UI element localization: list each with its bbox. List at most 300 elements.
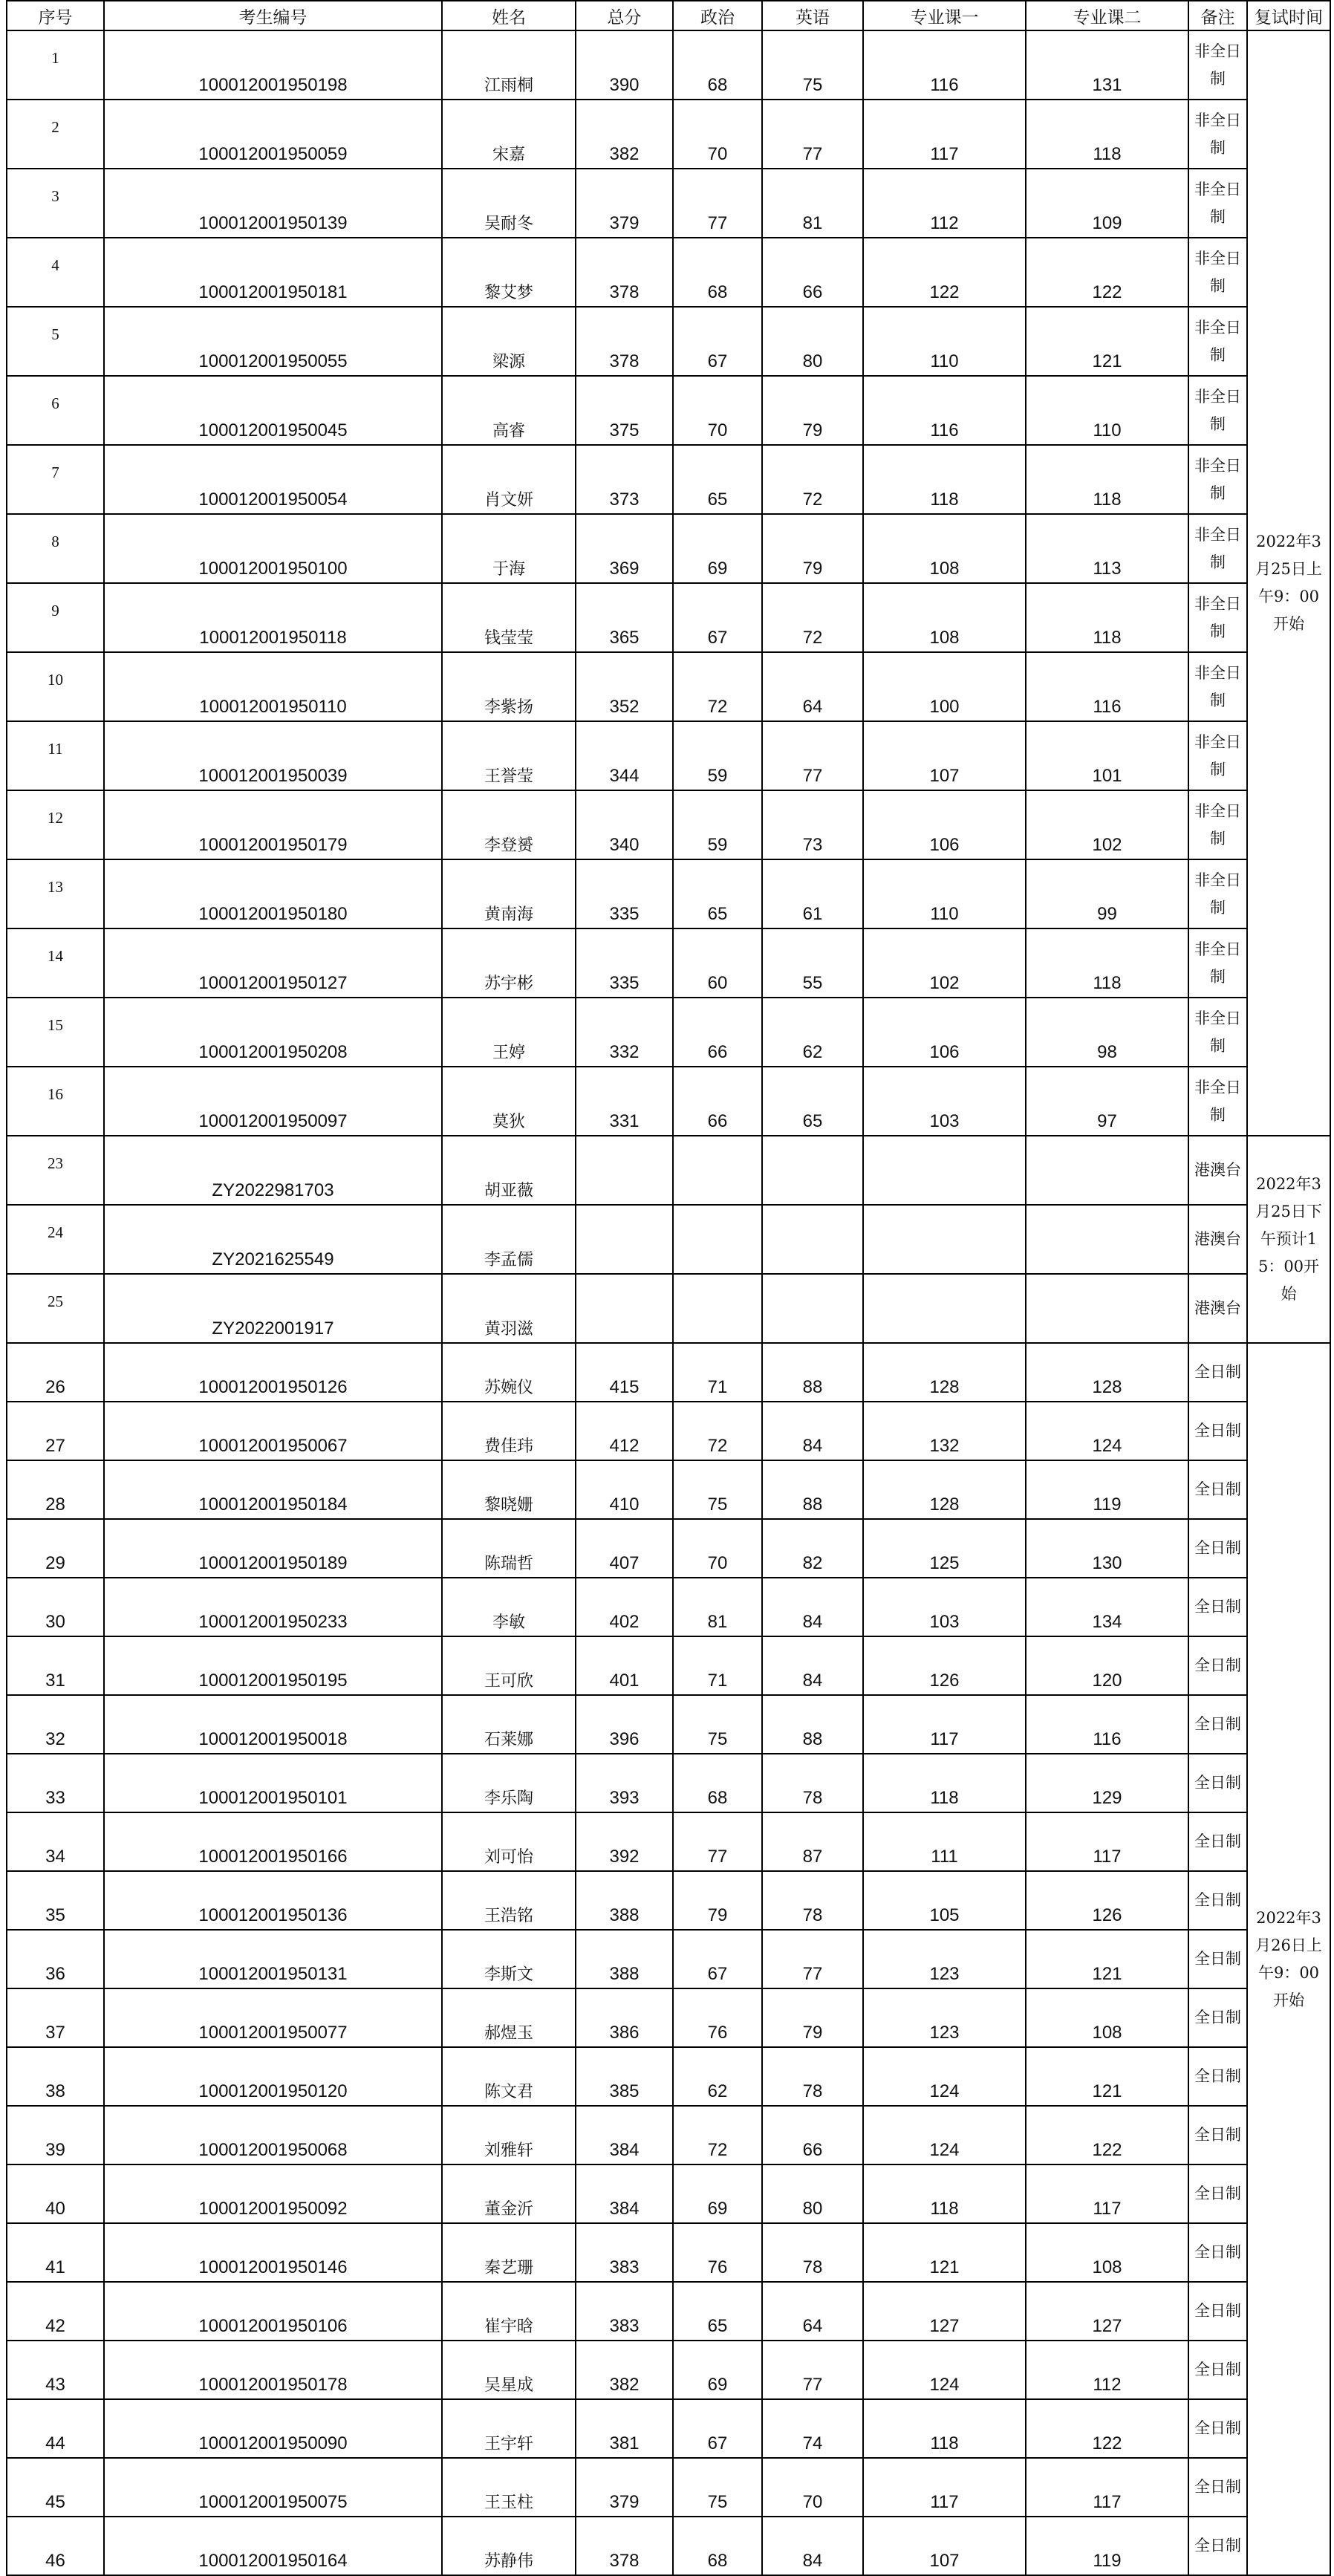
candidate-id-cell: 100012001950045 [104, 376, 442, 445]
table-row [7, 1695, 1330, 1754]
total-cell: 335 [576, 859, 673, 928]
total-cell: 373 [576, 445, 673, 514]
english-cell: 77 [762, 1930, 863, 1988]
seq-cell: 3 [7, 169, 104, 238]
seq-cell: 43 [7, 2341, 104, 2399]
seq-cell: 14 [7, 928, 104, 998]
english-cell [762, 1274, 863, 1343]
header-total: 总分 [576, 1, 673, 30]
note-cell: 非全日制 [1188, 583, 1247, 652]
total-cell: 352 [576, 652, 673, 721]
total-cell: 378 [576, 2517, 673, 2575]
major-1-cell: 118 [863, 2399, 1026, 2458]
name-cell: 费佳玮 [442, 1402, 576, 1460]
english-cell: 79 [762, 1988, 863, 2047]
table-row [7, 376, 1330, 445]
seq-cell: 39 [7, 2106, 104, 2164]
english-cell: 70 [762, 2458, 863, 2517]
table-row [7, 652, 1330, 721]
name-cell: 苏宇彬 [442, 928, 576, 998]
total-cell: 379 [576, 169, 673, 238]
english-cell: 87 [762, 1812, 863, 1871]
table-row [7, 1754, 1330, 1812]
table-row [7, 998, 1330, 1067]
total-cell: 396 [576, 1695, 673, 1754]
candidate-id-cell: 100012001950146 [104, 2223, 442, 2282]
total-cell: 401 [576, 1636, 673, 1695]
note-cell: 非全日制 [1188, 652, 1247, 721]
politics-cell: 65 [673, 859, 762, 928]
seq-cell: 25 [7, 1274, 104, 1343]
english-cell: 88 [762, 1695, 863, 1754]
english-cell: 88 [762, 1343, 863, 1402]
name-cell: 于海 [442, 514, 576, 583]
note-cell: 非全日制 [1188, 1067, 1247, 1136]
note-cell: 非全日制 [1188, 30, 1247, 100]
name-cell: 王婷 [442, 998, 576, 1067]
major-2-cell: 99 [1026, 859, 1188, 928]
seq-cell: 5 [7, 307, 104, 376]
interview-schedule-table [6, 0, 1331, 2576]
seq-cell: 44 [7, 2399, 104, 2458]
candidate-id-cell: ZY2022981703 [104, 1136, 442, 1205]
candidate-id-cell: 100012001950131 [104, 1930, 442, 1988]
note-cell: 港澳台 [1188, 1136, 1247, 1205]
total-cell [576, 1274, 673, 1343]
seq-cell: 30 [7, 1578, 104, 1636]
major-1-cell: 124 [863, 2047, 1026, 2106]
table-row [7, 928, 1330, 998]
major-1-cell: 118 [863, 2164, 1026, 2223]
candidate-id-cell: 100012001950077 [104, 1988, 442, 2047]
name-cell: 李孟儒 [442, 1205, 576, 1274]
name-cell: 黎艾梦 [442, 238, 576, 307]
english-cell: 84 [762, 2517, 863, 2575]
table-row [7, 2341, 1330, 2399]
politics-cell: 69 [673, 2341, 762, 2399]
name-cell: 黎晓姗 [442, 1460, 576, 1519]
name-cell: 陈文君 [442, 2047, 576, 2106]
total-cell: 332 [576, 998, 673, 1067]
candidate-id-cell: 100012001950136 [104, 1871, 442, 1930]
note-cell: 全日制 [1188, 1930, 1247, 1988]
major-1-cell: 107 [863, 721, 1026, 790]
table-row [7, 1067, 1330, 1136]
name-cell: 梁源 [442, 307, 576, 376]
english-cell: 55 [762, 928, 863, 998]
seq-cell: 40 [7, 2164, 104, 2223]
candidate-id-cell: 100012001950195 [104, 1636, 442, 1695]
major-2-cell: 118 [1026, 583, 1188, 652]
name-cell: 吴耐冬 [442, 169, 576, 238]
major-2-cell: 122 [1026, 2399, 1188, 2458]
major-2-cell: 101 [1026, 721, 1188, 790]
note-cell: 全日制 [1188, 1343, 1247, 1402]
major-2-cell: 120 [1026, 1636, 1188, 1695]
major-2-cell: 134 [1026, 1578, 1188, 1636]
seq-cell: 28 [7, 1460, 104, 1519]
politics-cell: 72 [673, 652, 762, 721]
candidate-id-cell: 100012001950059 [104, 100, 442, 169]
total-cell: 378 [576, 307, 673, 376]
major-1-cell: 112 [863, 169, 1026, 238]
english-cell: 84 [762, 1578, 863, 1636]
header-interview-time: 复试时间 [1247, 1, 1330, 30]
name-cell: 李紫扬 [442, 652, 576, 721]
note-cell: 全日制 [1188, 1636, 1247, 1695]
name-cell: 钱莹莹 [442, 583, 576, 652]
total-cell: 415 [576, 1343, 673, 1402]
major-2-cell: 127 [1026, 2282, 1188, 2341]
politics-cell: 77 [673, 169, 762, 238]
major-1-cell: 108 [863, 514, 1026, 583]
major-2-cell: 119 [1026, 1460, 1188, 1519]
major-1-cell: 122 [863, 238, 1026, 307]
major-2-cell: 118 [1026, 100, 1188, 169]
english-cell: 84 [762, 1402, 863, 1460]
major-1-cell: 102 [863, 928, 1026, 998]
note-cell: 非全日制 [1188, 100, 1247, 169]
total-cell: 331 [576, 1067, 673, 1136]
interview-time-cell: 2022年3月26日上午9：00开始 [1247, 1343, 1330, 2575]
candidate-id-cell: 100012001950127 [104, 928, 442, 998]
table-row [7, 790, 1330, 859]
total-cell: 384 [576, 2164, 673, 2223]
politics-cell: 68 [673, 1754, 762, 1812]
total-cell: 388 [576, 1930, 673, 1988]
seq-cell: 6 [7, 376, 104, 445]
candidate-id-cell: 100012001950178 [104, 2341, 442, 2399]
table-row [7, 1636, 1330, 1695]
note-cell: 非全日制 [1188, 790, 1247, 859]
candidate-id-cell: 100012001950101 [104, 1754, 442, 1812]
seq-cell: 27 [7, 1402, 104, 1460]
major-2-cell: 117 [1026, 1812, 1188, 1871]
major-1-cell: 106 [863, 998, 1026, 1067]
table-row [7, 1812, 1330, 1871]
note-cell: 非全日制 [1188, 376, 1247, 445]
seq-cell: 9 [7, 583, 104, 652]
header-seq: 序号 [7, 1, 104, 30]
major-2-cell: 131 [1026, 30, 1188, 100]
total-cell: 390 [576, 30, 673, 100]
major-1-cell [863, 1136, 1026, 1205]
table-row [7, 859, 1330, 928]
politics-cell: 72 [673, 1402, 762, 1460]
seq-cell: 8 [7, 514, 104, 583]
politics-cell: 70 [673, 100, 762, 169]
politics-cell: 76 [673, 1988, 762, 2047]
seq-cell: 26 [7, 1343, 104, 1402]
seq-cell: 11 [7, 721, 104, 790]
candidate-id-cell: 100012001950054 [104, 445, 442, 514]
note-cell: 全日制 [1188, 1695, 1247, 1754]
english-cell: 77 [762, 100, 863, 169]
seq-cell: 10 [7, 652, 104, 721]
candidate-id-cell: 100012001950100 [104, 514, 442, 583]
major-2-cell: 108 [1026, 2223, 1188, 2282]
politics-cell: 68 [673, 30, 762, 100]
english-cell: 72 [762, 445, 863, 514]
politics-cell: 75 [673, 1460, 762, 1519]
total-cell: 385 [576, 2047, 673, 2106]
english-cell: 78 [762, 1871, 863, 1930]
table-row [7, 514, 1330, 583]
name-cell: 黄羽滋 [442, 1274, 576, 1343]
candidate-id-cell: 100012001950018 [104, 1695, 442, 1754]
note-cell: 全日制 [1188, 1578, 1247, 1636]
major-2-cell: 121 [1026, 307, 1188, 376]
english-cell: 77 [762, 2341, 863, 2399]
seq-cell: 23 [7, 1136, 104, 1205]
note-cell: 全日制 [1188, 1754, 1247, 1812]
major-2-cell: 130 [1026, 1519, 1188, 1578]
seq-cell: 41 [7, 2223, 104, 2282]
politics-cell: 72 [673, 2106, 762, 2164]
seq-cell: 2 [7, 100, 104, 169]
table-row [7, 1205, 1330, 1274]
major-2-cell: 128 [1026, 1343, 1188, 1402]
english-cell: 62 [762, 998, 863, 1067]
table-row [7, 2399, 1330, 2458]
seq-cell: 32 [7, 1695, 104, 1754]
major-2-cell: 121 [1026, 1930, 1188, 1988]
header-english: 英语 [762, 1, 863, 30]
total-cell: 407 [576, 1519, 673, 1578]
major-1-cell: 117 [863, 100, 1026, 169]
english-cell: 77 [762, 721, 863, 790]
table-row [7, 583, 1330, 652]
english-cell: 78 [762, 1754, 863, 1812]
english-cell: 73 [762, 790, 863, 859]
major-1-cell: 121 [863, 2223, 1026, 2282]
seq-cell: 24 [7, 1205, 104, 1274]
total-cell: 369 [576, 514, 673, 583]
table-row [7, 1871, 1330, 1930]
note-cell: 非全日制 [1188, 307, 1247, 376]
major-1-cell: 103 [863, 1578, 1026, 1636]
seq-cell: 15 [7, 998, 104, 1067]
name-cell: 王宇轩 [442, 2399, 576, 2458]
name-cell: 秦艺珊 [442, 2223, 576, 2282]
candidate-id-cell: 100012001950097 [104, 1067, 442, 1136]
english-cell: 82 [762, 1519, 863, 1578]
seq-cell: 4 [7, 238, 104, 307]
name-cell: 高睿 [442, 376, 576, 445]
seq-cell: 38 [7, 2047, 104, 2106]
seq-cell: 35 [7, 1871, 104, 1930]
note-cell: 全日制 [1188, 2047, 1247, 2106]
english-cell: 72 [762, 583, 863, 652]
name-cell: 苏静伟 [442, 2517, 576, 2575]
total-cell: 392 [576, 1812, 673, 1871]
major-1-cell: 127 [863, 2282, 1026, 2341]
total-cell [576, 1205, 673, 1274]
politics-cell: 67 [673, 1930, 762, 1988]
total-cell: 412 [576, 1402, 673, 1460]
name-cell: 刘雅轩 [442, 2106, 576, 2164]
english-cell: 84 [762, 1636, 863, 1695]
header-candidate-id: 考生编号 [104, 1, 442, 30]
name-cell: 莫狄 [442, 1067, 576, 1136]
english-cell: 79 [762, 514, 863, 583]
table-row [7, 2047, 1330, 2106]
note-cell: 全日制 [1188, 1402, 1247, 1460]
name-cell: 郝煜玉 [442, 1988, 576, 2047]
seq-cell: 42 [7, 2282, 104, 2341]
seq-cell: 31 [7, 1636, 104, 1695]
seq-cell: 1 [7, 30, 104, 100]
candidate-id-cell: ZY2022001917 [104, 1274, 442, 1343]
candidate-id-cell: 100012001950180 [104, 859, 442, 928]
major-1-cell: 128 [863, 1343, 1026, 1402]
note-cell: 全日制 [1188, 1988, 1247, 2047]
politics-cell: 62 [673, 2047, 762, 2106]
english-cell: 66 [762, 238, 863, 307]
header-name: 姓名 [442, 1, 576, 30]
major-2-cell [1026, 1136, 1188, 1205]
english-cell: 61 [762, 859, 863, 928]
total-cell: 375 [576, 376, 673, 445]
major-2-cell: 113 [1026, 514, 1188, 583]
english-cell: 79 [762, 376, 863, 445]
major-2-cell [1026, 1274, 1188, 1343]
note-cell: 全日制 [1188, 2282, 1247, 2341]
major-1-cell: 118 [863, 445, 1026, 514]
english-cell [762, 1205, 863, 1274]
table-row [7, 1578, 1330, 1636]
name-cell: 刘可怡 [442, 1812, 576, 1871]
candidate-id-cell: 100012001950198 [104, 30, 442, 100]
note-cell: 非全日制 [1188, 169, 1247, 238]
major-2-cell: 118 [1026, 928, 1188, 998]
major-1-cell: 107 [863, 2517, 1026, 2575]
politics-cell: 67 [673, 583, 762, 652]
candidate-id-cell: 100012001950164 [104, 2517, 442, 2575]
interview-time-cell: 2022年3月25日上午9：00开始 [1247, 30, 1330, 1136]
seq-cell: 29 [7, 1519, 104, 1578]
table-row [7, 721, 1330, 790]
name-cell: 董金沂 [442, 2164, 576, 2223]
name-cell: 李斯文 [442, 1930, 576, 1988]
candidate-id-cell: 100012001950055 [104, 307, 442, 376]
candidate-id-cell: 100012001950179 [104, 790, 442, 859]
politics-cell: 71 [673, 1636, 762, 1695]
politics-cell: 69 [673, 514, 762, 583]
politics-cell: 77 [673, 1812, 762, 1871]
note-cell: 全日制 [1188, 2106, 1247, 2164]
table-row [7, 1402, 1330, 1460]
note-cell: 全日制 [1188, 1871, 1247, 1930]
total-cell: 382 [576, 100, 673, 169]
politics-cell: 75 [673, 1695, 762, 1754]
table-row [7, 2106, 1330, 2164]
total-cell: 393 [576, 1754, 673, 1812]
major-2-cell: 116 [1026, 1695, 1188, 1754]
major-1-cell: 118 [863, 1754, 1026, 1812]
total-cell: 344 [576, 721, 673, 790]
table-row [7, 1988, 1330, 2047]
name-cell: 王可欣 [442, 1636, 576, 1695]
note-cell: 全日制 [1188, 1519, 1247, 1578]
note-cell: 全日制 [1188, 2458, 1247, 2517]
total-cell: 378 [576, 238, 673, 307]
major-1-cell: 111 [863, 1812, 1026, 1871]
major-2-cell: 117 [1026, 2458, 1188, 2517]
note-cell: 非全日制 [1188, 238, 1247, 307]
politics-cell: 60 [673, 928, 762, 998]
note-cell: 全日制 [1188, 1460, 1247, 1519]
table-row [7, 2517, 1330, 2575]
major-2-cell: 117 [1026, 2164, 1188, 2223]
total-cell: 340 [576, 790, 673, 859]
table-row [7, 2223, 1330, 2282]
seq-cell: 7 [7, 445, 104, 514]
seq-cell: 36 [7, 1930, 104, 1988]
table-row [7, 1519, 1330, 1578]
major-2-cell: 119 [1026, 2517, 1188, 2575]
major-2-cell: 121 [1026, 2047, 1188, 2106]
total-cell: 383 [576, 2223, 673, 2282]
politics-cell: 79 [673, 1871, 762, 1930]
total-cell [576, 1136, 673, 1205]
total-cell: 384 [576, 2106, 673, 2164]
politics-cell [673, 1274, 762, 1343]
seq-cell: 37 [7, 1988, 104, 2047]
candidate-id-cell: 100012001950184 [104, 1460, 442, 1519]
note-cell: 全日制 [1188, 2399, 1247, 2458]
note-cell: 非全日制 [1188, 928, 1247, 998]
politics-cell: 69 [673, 2164, 762, 2223]
politics-cell: 59 [673, 790, 762, 859]
english-cell: 80 [762, 307, 863, 376]
name-cell: 石莱娜 [442, 1695, 576, 1754]
note-cell: 全日制 [1188, 2223, 1247, 2282]
candidate-id-cell: 100012001950075 [104, 2458, 442, 2517]
major-1-cell: 117 [863, 1695, 1026, 1754]
politics-cell: 66 [673, 1067, 762, 1136]
major-1-cell [863, 1205, 1026, 1274]
table-row [7, 1930, 1330, 1988]
english-cell: 78 [762, 2223, 863, 2282]
name-cell: 苏婉仪 [442, 1343, 576, 1402]
politics-cell: 70 [673, 376, 762, 445]
major-1-cell: 125 [863, 1519, 1026, 1578]
english-cell: 78 [762, 2047, 863, 2106]
interview-time-cell: 2022年3月25日下午预计15：00开始 [1247, 1136, 1330, 1343]
politics-cell: 76 [673, 2223, 762, 2282]
table-row [7, 2282, 1330, 2341]
table-row [7, 1343, 1330, 1402]
header-politics: 政治 [673, 1, 762, 30]
candidate-id-cell: 100012001950092 [104, 2164, 442, 2223]
note-cell: 港澳台 [1188, 1205, 1247, 1274]
header-row [7, 1, 1330, 30]
major-1-cell: 124 [863, 2341, 1026, 2399]
seq-cell: 16 [7, 1067, 104, 1136]
name-cell: 肖文妍 [442, 445, 576, 514]
major-2-cell: 126 [1026, 1871, 1188, 1930]
candidate-id-cell: 100012001950110 [104, 652, 442, 721]
candidate-id-cell: 100012001950166 [104, 1812, 442, 1871]
politics-cell: 81 [673, 1578, 762, 1636]
name-cell: 黄南海 [442, 859, 576, 928]
politics-cell: 71 [673, 1343, 762, 1402]
major-2-cell: 129 [1026, 1754, 1188, 1812]
name-cell: 王誉莹 [442, 721, 576, 790]
candidate-id-cell: ZY2021625549 [104, 1205, 442, 1274]
total-cell: 410 [576, 1460, 673, 1519]
